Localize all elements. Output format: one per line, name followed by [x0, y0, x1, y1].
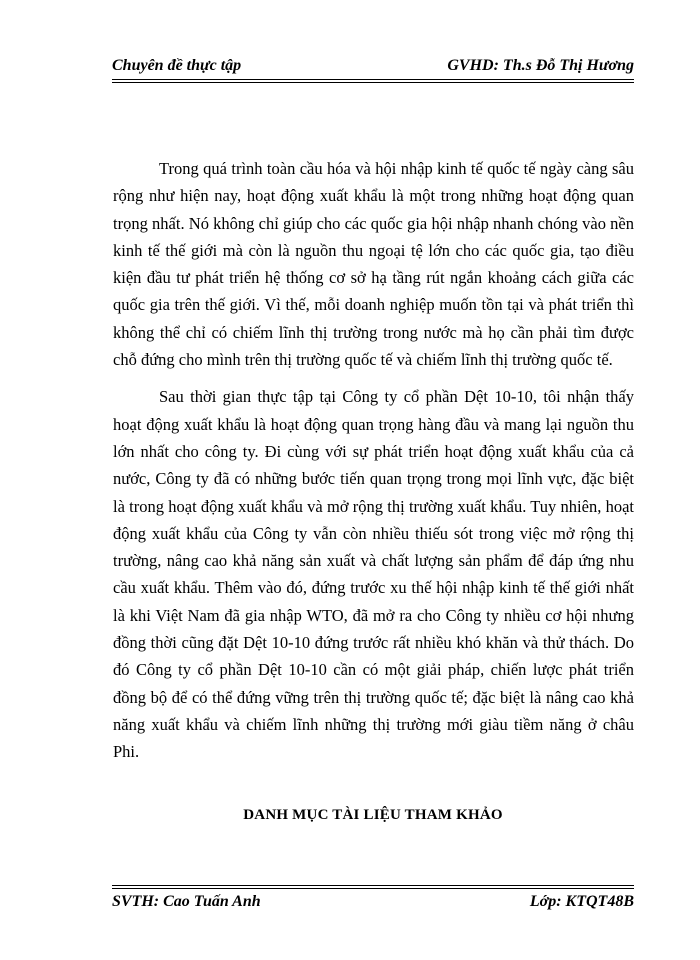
body-paragraph-1: Trong quá trình toàn cầu hóa và hội nhập kinh tế quốc tế ngày càng sâu rộng như hiện nay, hoạt động xuất khẩu là một trong những hoạt động quan trọng nhất. Nó không chỉ giúp cho các quốc gia hội nhập nhanh chóng vào nền kinh tế thế giới mà còn là nguồn thu ngoại tệ lớn cho các quốc gia, tạo điều kiện đầu tư phát triển hệ thống cơ sở hạ tầng rút ngắn khoảng cách giữa các quốc gia trên thế giới. Vì thế, mỗi doanh nghiệp muốn tồn tại và phát triển thì không thể chỉ có chiếm lĩnh thị trường trong nước mà họ cần phải tìm được chỗ đứng cho mình trên thị trường quốc tế và chiếm lĩnh thị trường quốc tế.: [113, 159, 634, 370]
header-divider: [112, 79, 634, 83]
page-footer: [112, 892, 634, 912]
header-advisor: GVHD: Th.s Đỗ Thị Hương: [447, 57, 634, 74]
header-topic: Chuyên đề thực tập: [112, 57, 242, 74]
footer-class: Lớp: KTQT48B: [529, 893, 634, 910]
references-heading: DANH MỤC TÀI LIỆU THAM KHẢO: [243, 807, 503, 823]
document-body: [113, 155, 634, 776]
footer-student: SVTH: Cao Tuấn Anh: [112, 893, 261, 910]
page-header: [112, 56, 634, 76]
footer-divider: [112, 885, 634, 889]
body-paragraph-2: Sau thời gian thực tập tại Công ty cổ phần Dệt 10-10, tôi nhận thấy hoạt động xuất khẩu là hoạt động quan trọng hàng đầu và mang lại nguồn thu lớn nhất cho công ty. Đi cùng với sự phát triển hoạt động xuất khẩu của cả nước, Công ty đã có những bước tiến quan trọng trong mọi lĩnh vực, đặc biệt là trong hoạt động xuất khẩu và mở rộng thị trường xuất khẩu. Tuy nhiên, hoạt động xuất khẩu của Công ty vẫn còn nhiều thiếu sót trong việc mở rộng thị trường, nâng cao khả năng sản xuất và chất lượng sản phẩm để đáp ứng nhu cầu xuất khẩu. Thêm vào đó, đứng trước xu thế hội nhập kinh tế thế giới nhất là khi Việt Nam đã gia nhập WTO, đã mở ra cho Công ty nhiều cơ hội nhưng đồng thời cũng đặt Dệt 10-10 đứng trước rất nhiều khó khăn và thử thách. Do đó Công ty cổ phần Dệt 10-10 cần có một giải pháp, chiến lược phát triển đồng bộ để có thể đứng vững trên thị trường quốc tế; đặc biệt là nâng cao khả năng xuất khẩu và chiếm lĩnh những thị trường mới giàu tiềm năng ở châu Phi.: [113, 387, 634, 762]
